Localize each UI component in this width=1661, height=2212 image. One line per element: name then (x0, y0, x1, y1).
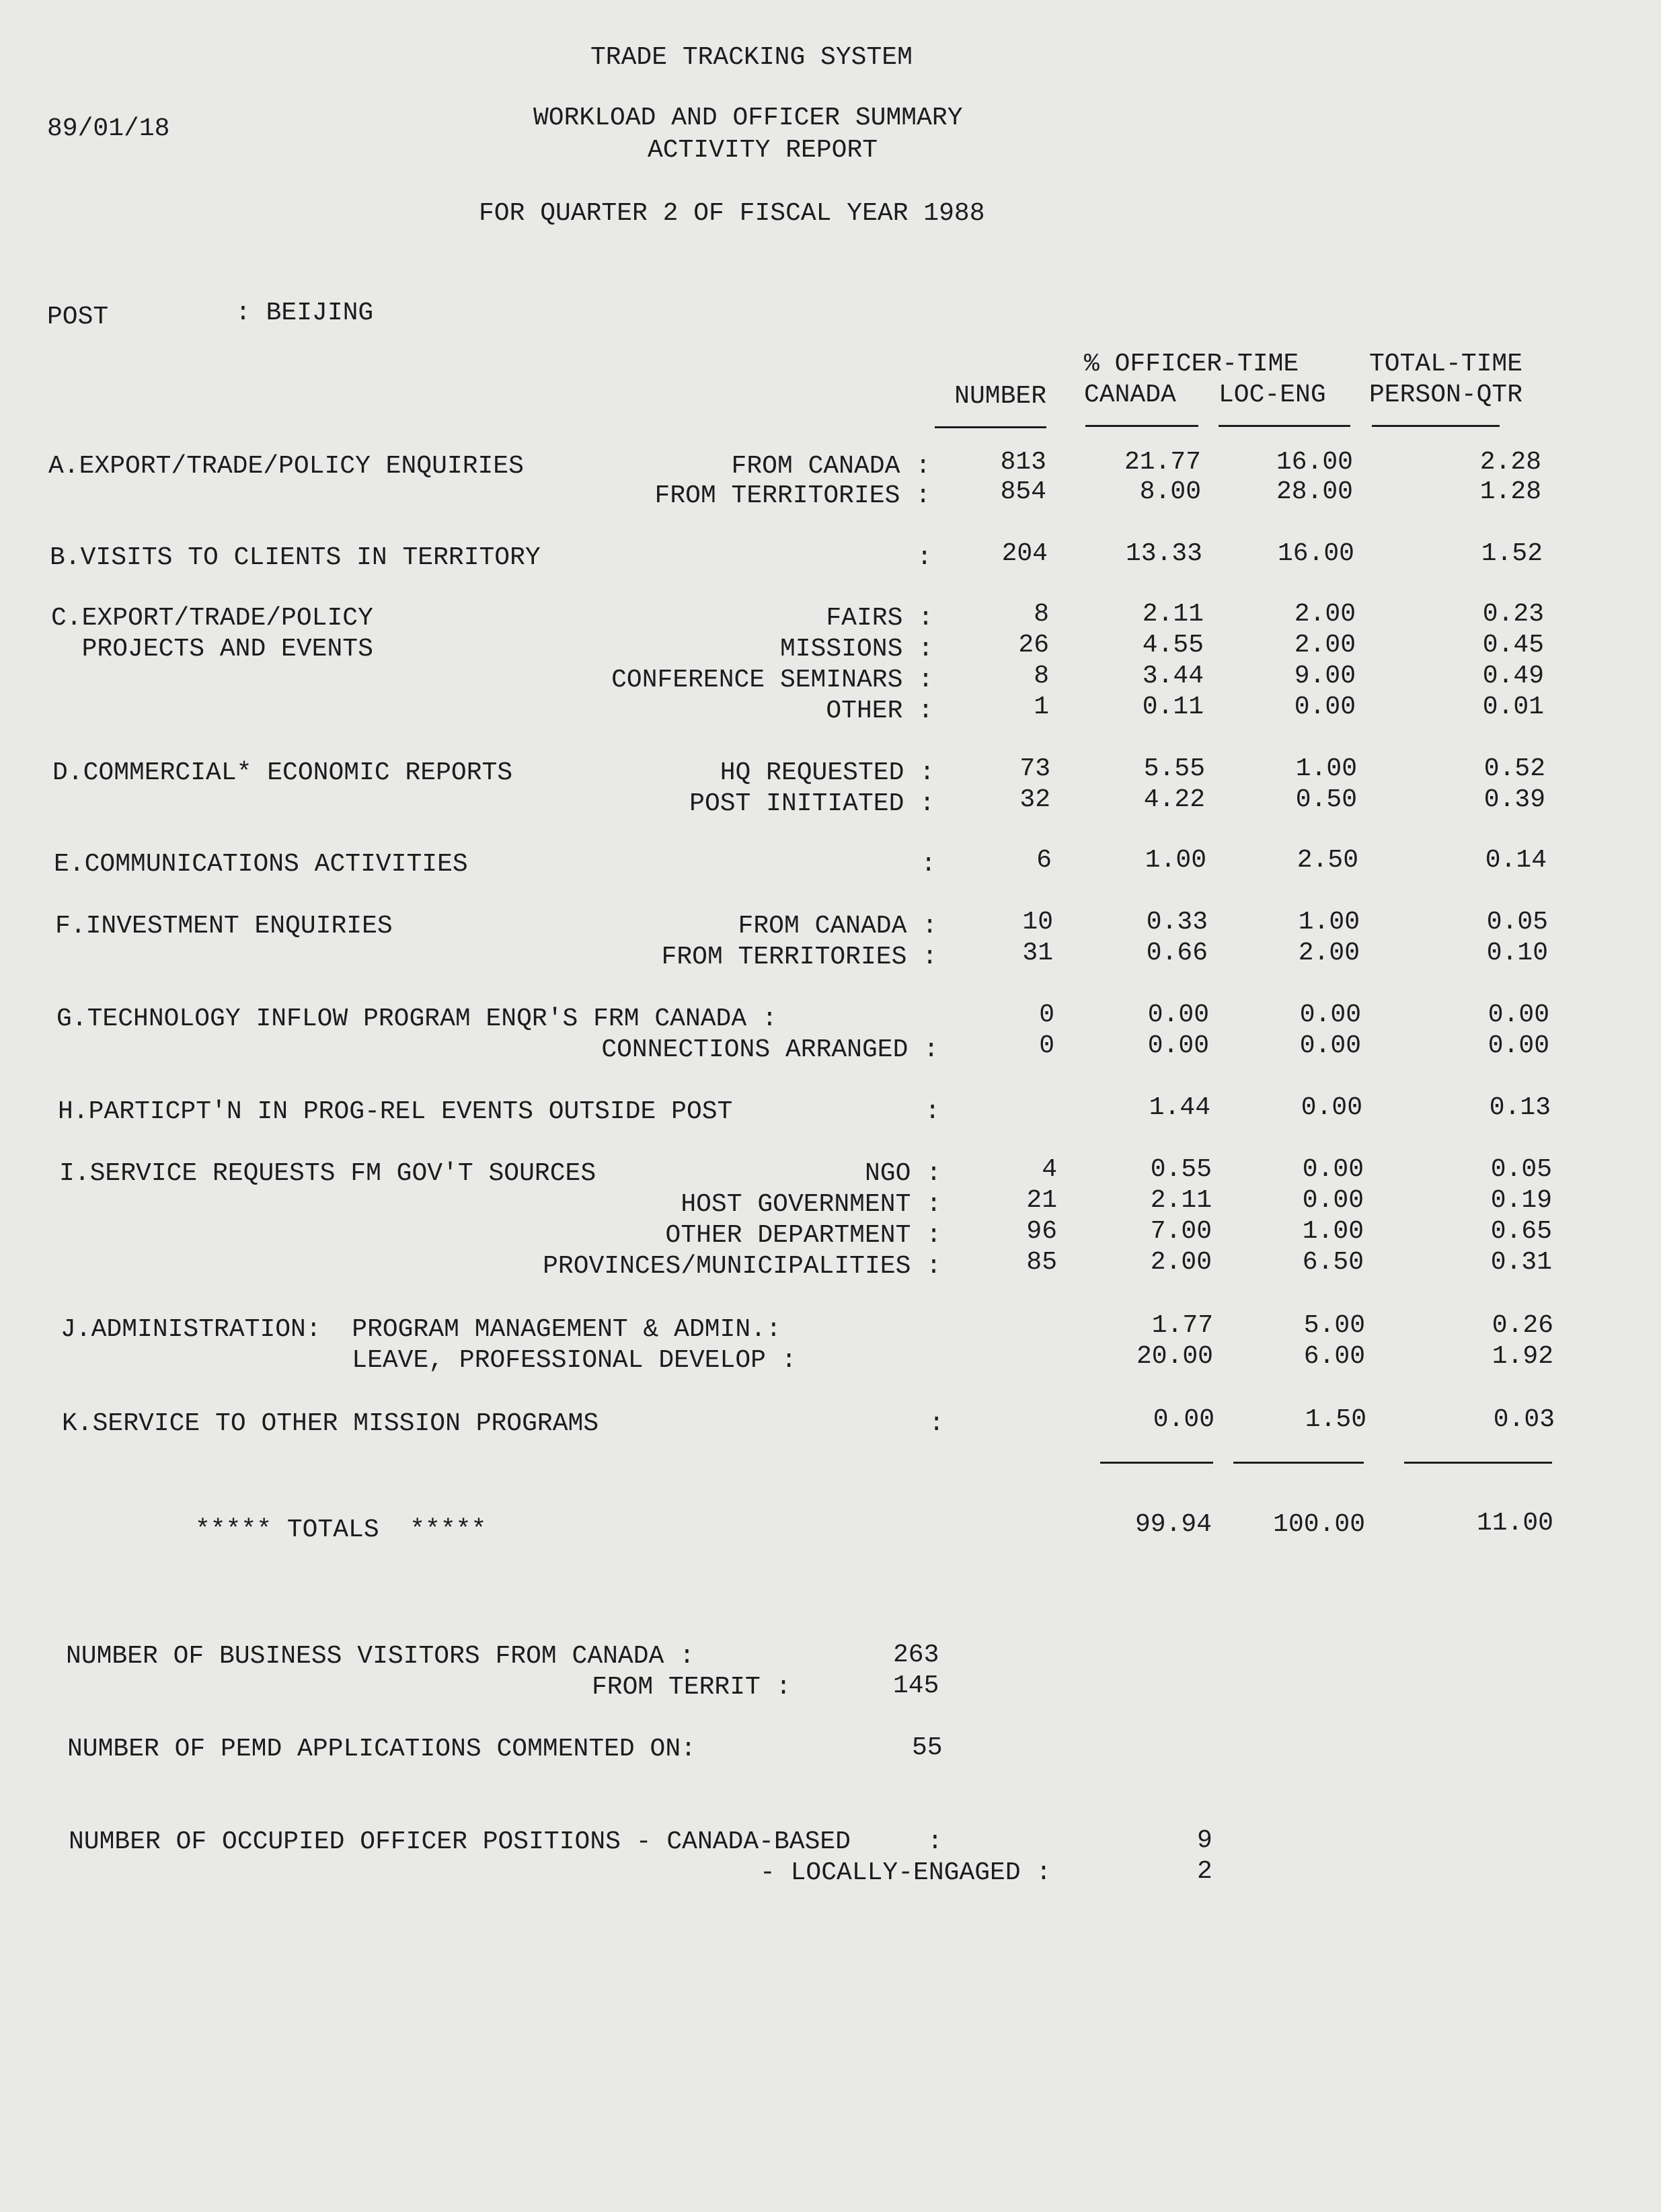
row-person-qtr: 1.28 (1479, 477, 1541, 506)
total-time-header: TOTAL-TIME (1369, 350, 1523, 379)
row-number: 85 (1026, 1248, 1057, 1277)
row-canada: 2.00 (1150, 1248, 1212, 1277)
row-loc-eng: 1.00 (1302, 1217, 1364, 1246)
header-rule (935, 426, 1046, 428)
row-number: 8 (1034, 600, 1049, 629)
post-label: POST (47, 303, 109, 331)
row-canada: 0.55 (1150, 1155, 1212, 1184)
row-canada: 20.00 (1136, 1342, 1213, 1371)
pemd-value: 55 (912, 1733, 943, 1762)
row-person-qtr: 0.14 (1485, 846, 1547, 875)
row-number: 21 (1026, 1186, 1057, 1215)
row-loc-eng: 1.00 (1298, 908, 1360, 937)
row-canada: 0.33 (1146, 908, 1208, 937)
row-person-qtr: 0.39 (1483, 785, 1545, 814)
report-date: 89/01/18 (47, 114, 170, 143)
row-loc-eng: 16.00 (1277, 539, 1354, 568)
row-number: 0 (1039, 1031, 1054, 1060)
row-canada: 2.11 (1150, 1186, 1212, 1215)
row-number: 4 (1042, 1155, 1057, 1184)
row-label: A.EXPORT/TRADE/POLICY ENQUIRIES (48, 452, 524, 481)
row-person-qtr: 0.26 (1492, 1311, 1553, 1340)
loc-eng-column-header: LOC-ENG (1219, 381, 1326, 409)
officer-time-header: % OFFICER-TIME (1084, 350, 1299, 379)
row-loc-eng: 2.00 (1294, 631, 1356, 660)
row-canada: 21.77 (1124, 448, 1201, 477)
row-label: E.COMMUNICATIONS ACTIVITIES (54, 850, 468, 879)
row-label: D.COMMERCIAL* ECONOMIC REPORTS (52, 758, 513, 787)
row-sublabel: OTHER DEPARTMENT : (665, 1221, 941, 1250)
post-value: : BEIJING (235, 299, 374, 327)
report-period: FOR QUARTER 2 OF FISCAL YEAR 1988 (479, 199, 985, 228)
system-title: TRADE TRACKING SYSTEM (590, 43, 913, 72)
row-sublabel: FROM TERRITORIES : (661, 943, 937, 972)
row-sublabel: FROM CANADA : (738, 912, 937, 941)
row-person-qtr: 0.52 (1483, 754, 1545, 783)
row-loc-eng: 1.50 (1305, 1405, 1366, 1434)
row-sublabel: CONNECTIONS ARRANGED : (601, 1035, 939, 1064)
row-person-qtr: 0.49 (1482, 662, 1544, 690)
number-column-header: NUMBER (954, 382, 1046, 411)
row-person-qtr: 0.19 (1490, 1186, 1552, 1215)
row-number: 96 (1026, 1217, 1057, 1246)
header-rule (1219, 425, 1350, 427)
person-qtr-column-header: PERSON-QTR (1369, 381, 1523, 409)
totals-rule (1233, 1462, 1364, 1464)
row-label: F.INVESTMENT ENQUIRIES (55, 912, 393, 941)
row-person-qtr: 0.23 (1482, 600, 1544, 629)
row-label: C.EXPORT/TRADE/POLICY (51, 604, 373, 633)
row-canada: 0.00 (1147, 1000, 1209, 1029)
canada-column-header: CANADA (1084, 381, 1176, 409)
row-person-qtr: 0.03 (1493, 1405, 1555, 1434)
row-canada: 2.11 (1142, 600, 1204, 629)
row-number: 1 (1034, 693, 1049, 721)
row-canada: 7.00 (1150, 1217, 1212, 1246)
row-canada: 1.44 (1149, 1093, 1210, 1122)
totals-rule (1100, 1462, 1213, 1464)
row-loc-eng: 6.50 (1302, 1248, 1364, 1277)
row-sublabel: FROM CANADA : (731, 452, 931, 481)
row-loc-eng: 2.00 (1294, 600, 1356, 629)
row-canada: 3.44 (1142, 662, 1204, 690)
officer-positions-canada: 9 (1197, 1826, 1212, 1855)
row-loc-eng: 0.00 (1301, 1093, 1362, 1122)
officer-positions-label: NUMBER OF OCCUPIED OFFICER POSITIONS - CANADA-BASED : (69, 1827, 943, 1856)
totals-loc-eng: 100.00 (1273, 1510, 1365, 1539)
row-loc-eng: 6.00 (1303, 1342, 1365, 1371)
row-loc-eng: 28.00 (1276, 477, 1353, 506)
row-canada: 4.55 (1142, 631, 1204, 660)
row-person-qtr: 2.28 (1479, 448, 1541, 477)
row-label: PROJECTS AND EVENTS (51, 635, 373, 664)
row-number: 813 (1000, 448, 1046, 477)
row-person-qtr: 1.52 (1481, 539, 1543, 568)
row-sublabel: NGO : (864, 1159, 941, 1188)
header-rule (1372, 425, 1500, 427)
row-person-qtr: 1.92 (1492, 1342, 1553, 1371)
row-loc-eng: 2.50 (1297, 846, 1358, 875)
row-loc-eng: 0.50 (1295, 785, 1357, 814)
row-canada: 0.00 (1147, 1031, 1209, 1060)
row-number: 10 (1022, 908, 1053, 937)
totals-person-qtr: 11.00 (1476, 1509, 1553, 1538)
row-loc-eng: 1.00 (1295, 754, 1357, 783)
officer-positions-local-label: - LOCALLY-ENGAGED : (760, 1858, 1052, 1887)
row-label: B.VISITS TO CLIENTS IN TERRITORY (50, 543, 541, 572)
row-sublabel: : (917, 543, 932, 572)
row-number: 0 (1039, 1000, 1054, 1029)
row-number: 204 (1001, 539, 1048, 568)
officer-positions-local: 2 (1197, 1857, 1212, 1886)
row-loc-eng: 5.00 (1303, 1311, 1365, 1340)
row-sublabel: MISSIONS : (779, 635, 933, 664)
row-label: J.ADMINISTRATION: PROGRAM MANAGEMENT & ADMIN.: (61, 1315, 781, 1344)
row-sublabel: OTHER : (826, 697, 933, 725)
row-sublabel: FROM TERRITORIES : (654, 481, 931, 510)
row-sublabel: : (929, 1409, 944, 1438)
row-person-qtr: 0.10 (1486, 939, 1548, 967)
row-number: 31 (1022, 939, 1053, 967)
row-person-qtr: 0.13 (1489, 1093, 1551, 1122)
row-number: 8 (1034, 662, 1049, 690)
row-person-qtr: 0.65 (1490, 1217, 1552, 1246)
report-subtitle: ACTIVITY REPORT (648, 136, 878, 165)
business-visitors-territ: 145 (893, 1671, 939, 1700)
business-visitors-label: NUMBER OF BUSINESS VISITORS FROM CANADA : (66, 1642, 695, 1671)
header-rule (1085, 425, 1198, 427)
row-canada: 1.77 (1151, 1311, 1213, 1340)
row-loc-eng: 9.00 (1294, 662, 1356, 690)
row-sublabel: HQ REQUESTED : (720, 758, 935, 787)
row-person-qtr: 0.45 (1482, 631, 1544, 660)
row-canada: 0.00 (1153, 1405, 1214, 1434)
row-sublabel: PROVINCES/MUNICIPALITIES : (543, 1252, 941, 1281)
row-label: G.TECHNOLOGY INFLOW PROGRAM ENQR'S FRM CANADA : (56, 1004, 777, 1033)
pemd-label: NUMBER OF PEMD APPLICATIONS COMMENTED ON: (67, 1735, 696, 1764)
row-canada: 4.22 (1143, 785, 1205, 814)
row-sublabel: CONFERENCE SEMINARS : (611, 666, 933, 695)
row-label: I.SERVICE REQUESTS FM GOV'T SOURCES (59, 1159, 596, 1188)
row-loc-eng: 0.00 (1294, 693, 1356, 721)
row-loc-eng: 0.00 (1299, 1000, 1361, 1029)
row-loc-eng: 16.00 (1276, 448, 1353, 477)
row-person-qtr: 0.05 (1486, 908, 1548, 937)
totals-label: ***** TOTALS ***** (195, 1515, 487, 1544)
row-sublabel: : (925, 1097, 940, 1126)
row-label: LEAVE, PROFESSIONAL DEVELOP : (61, 1346, 797, 1375)
row-sublabel: FAIRS : (826, 604, 933, 633)
row-person-qtr: 0.00 (1488, 1000, 1549, 1029)
row-sublabel: POST INITIATED : (689, 789, 935, 818)
report-title: WORKLOAD AND OFFICER SUMMARY (533, 104, 963, 132)
row-canada: 0.11 (1142, 693, 1204, 721)
business-visitors-canada: 263 (893, 1641, 939, 1669)
row-loc-eng: 0.00 (1302, 1155, 1364, 1184)
row-person-qtr: 0.00 (1488, 1031, 1549, 1060)
row-sublabel: : (921, 850, 936, 879)
row-label: K.SERVICE TO OTHER MISSION PROGRAMS (62, 1409, 599, 1438)
row-sublabel: HOST GOVERNMENT : (681, 1190, 941, 1219)
row-number: 32 (1019, 785, 1050, 814)
row-person-qtr: 0.01 (1482, 693, 1544, 721)
business-visitors-territ-label: FROM TERRIT : (592, 1673, 791, 1702)
row-number: 854 (1000, 477, 1046, 506)
row-label: H.PARTICPT'N IN PROG-REL EVENTS OUTSIDE POST (58, 1097, 733, 1126)
row-canada: 5.55 (1143, 754, 1205, 783)
row-canada: 13.33 (1125, 539, 1202, 568)
totals-canada: 99.94 (1134, 1510, 1212, 1539)
row-loc-eng: 0.00 (1302, 1186, 1364, 1215)
row-canada: 1.00 (1145, 846, 1206, 875)
row-person-qtr: 0.05 (1490, 1155, 1552, 1184)
row-number: 73 (1019, 754, 1050, 783)
totals-rule (1404, 1462, 1552, 1464)
row-canada: 0.66 (1146, 939, 1208, 967)
row-number: 6 (1036, 846, 1052, 875)
row-loc-eng: 2.00 (1298, 939, 1360, 967)
row-number: 26 (1018, 631, 1049, 660)
row-canada: 8.00 (1139, 477, 1201, 506)
row-person-qtr: 0.31 (1490, 1248, 1552, 1277)
row-loc-eng: 0.00 (1299, 1031, 1361, 1060)
